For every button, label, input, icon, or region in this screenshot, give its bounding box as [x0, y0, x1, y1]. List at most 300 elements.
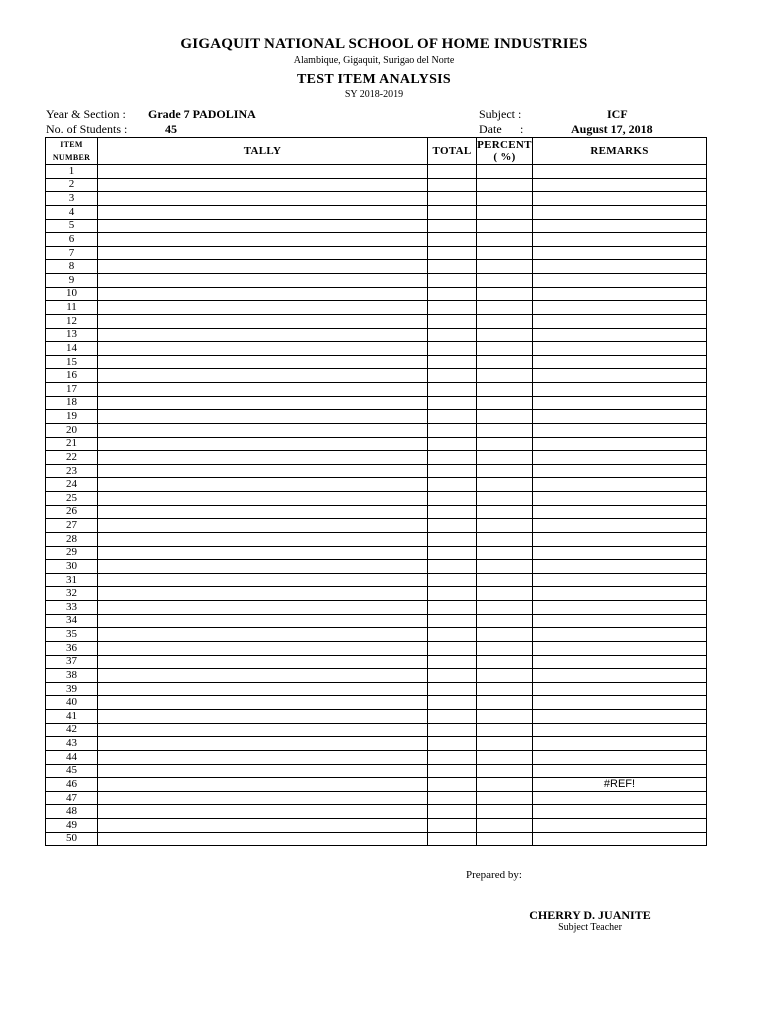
item-number-cell: 36 [46, 641, 98, 655]
tally-cell [98, 383, 428, 397]
tally-cell [98, 260, 428, 274]
teacher-name: CHERRY D. JUANITE [529, 908, 651, 922]
remarks-cell [533, 301, 707, 315]
tally-cell [98, 696, 428, 710]
table-row [46, 819, 707, 833]
total-cell [428, 560, 477, 574]
item-number-cell: 23 [46, 464, 98, 478]
item-number-cell: 47 [46, 791, 98, 805]
remarks-cell [533, 669, 707, 683]
remarks-cell [533, 410, 707, 424]
item-number-cell: 4 [46, 205, 98, 219]
item-number-cell: 19 [46, 410, 98, 424]
table-row [46, 192, 707, 206]
table-row [46, 451, 707, 465]
total-cell [428, 423, 477, 437]
total-cell [428, 328, 477, 342]
total-cell [428, 492, 477, 506]
remarks-cell [533, 165, 707, 179]
tally-cell [98, 233, 428, 247]
total-cell [428, 165, 477, 179]
item-number-cell: 29 [46, 546, 98, 560]
total-cell [428, 778, 477, 792]
percent-cell [477, 587, 533, 601]
remarks-cell [533, 710, 707, 724]
tally-cell [98, 464, 428, 478]
total-cell [428, 750, 477, 764]
percent-cell [477, 314, 533, 328]
percent-cell [477, 437, 533, 451]
tally-cell [98, 614, 428, 628]
table-row [46, 423, 707, 437]
item-number-cell: 35 [46, 628, 98, 642]
remarks-cell [533, 519, 707, 533]
tally-cell [98, 778, 428, 792]
remarks-header: REMARKS [533, 138, 707, 165]
table-row [46, 233, 707, 247]
tally-cell [98, 328, 428, 342]
date-label: Date [479, 122, 502, 136]
tally-cell [98, 641, 428, 655]
total-cell [428, 532, 477, 546]
percent-cell [477, 492, 533, 506]
table-row [46, 628, 707, 642]
teacher-title: Subject Teacher [558, 922, 622, 933]
remarks-cell [533, 451, 707, 465]
remarks-cell [533, 764, 707, 778]
percent-cell [477, 410, 533, 424]
total-cell [428, 301, 477, 315]
item-number-cell: 40 [46, 696, 98, 710]
percent-header [477, 138, 533, 165]
total-cell [428, 287, 477, 301]
item-number-cell: 3 [46, 192, 98, 206]
total-cell [428, 614, 477, 628]
percent-cell [477, 342, 533, 356]
item-number-cell: 43 [46, 737, 98, 751]
percent-cell [477, 560, 533, 574]
remarks-cell [533, 355, 707, 369]
remarks-cell [533, 219, 707, 233]
total-cell [428, 383, 477, 397]
total-cell [428, 205, 477, 219]
remarks-cell [533, 178, 707, 192]
item-number-cell: 22 [46, 451, 98, 465]
remarks-cell [533, 560, 707, 574]
item-number-cell: 32 [46, 587, 98, 601]
remarks-cell [533, 737, 707, 751]
tally-cell [98, 791, 428, 805]
tally-cell [98, 274, 428, 288]
table-row [46, 710, 707, 724]
percent-cell [477, 791, 533, 805]
total-cell [428, 805, 477, 819]
item-number-cell: 38 [46, 669, 98, 683]
tally-cell [98, 750, 428, 764]
tally-cell [98, 669, 428, 683]
percent-cell [477, 614, 533, 628]
tally-cell [98, 628, 428, 642]
percent-cell [477, 478, 533, 492]
table-row [46, 641, 707, 655]
total-cell [428, 819, 477, 833]
percent-cell [477, 301, 533, 315]
table-row [46, 560, 707, 574]
item-number-cell: 34 [46, 614, 98, 628]
remarks-cell [533, 573, 707, 587]
table-row [46, 287, 707, 301]
table-row [46, 342, 707, 356]
percent-cell [477, 246, 533, 260]
tally-cell [98, 423, 428, 437]
percent-cell [477, 546, 533, 560]
remarks-cell [533, 750, 707, 764]
total-header: TOTAL [428, 138, 477, 165]
remarks-cell [533, 532, 707, 546]
tally-cell [98, 601, 428, 615]
document-title: TEST ITEM ANALYSIS [296, 72, 452, 87]
item-number-cell: 7 [46, 246, 98, 260]
percent-cell [477, 219, 533, 233]
tally-cell [98, 314, 428, 328]
item-number-cell: 18 [46, 396, 98, 410]
percent-cell [477, 669, 533, 683]
tally-cell [98, 764, 428, 778]
item-number-cell: 16 [46, 369, 98, 383]
tally-cell [98, 805, 428, 819]
percent-cell [477, 696, 533, 710]
percent-cell [477, 205, 533, 219]
total-cell [428, 546, 477, 560]
tally-cell [98, 437, 428, 451]
remarks-cell [533, 396, 707, 410]
total-cell [428, 628, 477, 642]
total-cell [428, 669, 477, 683]
table-row [46, 437, 707, 451]
remarks-cell [533, 246, 707, 260]
item-analysis-table [45, 137, 707, 846]
item-number-cell: 27 [46, 519, 98, 533]
subject-value: ICF [607, 107, 628, 121]
table-row [46, 165, 707, 179]
table-row [46, 260, 707, 274]
item-number-cell: 26 [46, 505, 98, 519]
school-address: Alambique, Gigaquit, Surigao del Norte [293, 55, 455, 66]
table-row [46, 573, 707, 587]
tally-cell [98, 655, 428, 669]
table-row [46, 614, 707, 628]
percent-cell [477, 451, 533, 465]
table-row [46, 246, 707, 260]
table-row [46, 696, 707, 710]
tally-cell [98, 355, 428, 369]
percent-cell [477, 423, 533, 437]
percent-cell [477, 233, 533, 247]
total-cell [428, 233, 477, 247]
prepared-by-label: Prepared by: [466, 869, 522, 881]
remarks-cell [533, 423, 707, 437]
remarks-cell [533, 819, 707, 833]
table-row [46, 682, 707, 696]
percent-cell [477, 505, 533, 519]
subject-label: Subject : [479, 107, 522, 121]
table-row [46, 764, 707, 778]
total-cell [428, 696, 477, 710]
item-number-cell: 25 [46, 492, 98, 506]
tally-cell [98, 178, 428, 192]
percent-cell [477, 682, 533, 696]
remarks-cell [533, 641, 707, 655]
remarks-cell [533, 655, 707, 669]
remarks-cell [533, 205, 707, 219]
remarks-cell [533, 805, 707, 819]
tally-cell [98, 301, 428, 315]
total-cell [428, 601, 477, 615]
remarks-cell [533, 546, 707, 560]
total-cell [428, 355, 477, 369]
item-number-cell: 49 [46, 819, 98, 833]
total-cell [428, 682, 477, 696]
table-row [46, 369, 707, 383]
item-number-cell: 48 [46, 805, 98, 819]
table-row [46, 383, 707, 397]
tally-cell [98, 723, 428, 737]
tally-cell [98, 560, 428, 574]
percent-cell [477, 601, 533, 615]
tally-cell [98, 819, 428, 833]
remarks-cell [533, 791, 707, 805]
table-row [46, 478, 707, 492]
table-row [46, 601, 707, 615]
tally-cell [98, 737, 428, 751]
table-row [46, 778, 707, 792]
total-cell [428, 274, 477, 288]
remarks-cell [533, 328, 707, 342]
remarks-cell [533, 723, 707, 737]
percent-cell [477, 355, 533, 369]
table-header-row [46, 138, 707, 165]
remarks-cell [533, 314, 707, 328]
tally-cell [98, 832, 428, 846]
tally-cell [98, 573, 428, 587]
item-number-cell: 33 [46, 601, 98, 615]
item-number-cell: 9 [46, 274, 98, 288]
percent-cell [477, 519, 533, 533]
date-colon: : [520, 122, 524, 136]
tally-cell [98, 587, 428, 601]
table-row [46, 274, 707, 288]
table-row [46, 546, 707, 560]
percent-header-line1: PERCENT [477, 139, 532, 151]
item-number-cell: 44 [46, 750, 98, 764]
total-cell [428, 764, 477, 778]
total-cell [428, 178, 477, 192]
percent-cell [477, 805, 533, 819]
tally-cell [98, 205, 428, 219]
percent-cell [477, 819, 533, 833]
table-row [46, 519, 707, 533]
item-number-cell: 14 [46, 342, 98, 356]
tally-cell [98, 246, 428, 260]
percent-cell [477, 260, 533, 274]
total-cell [428, 478, 477, 492]
table-row [46, 219, 707, 233]
school-name: GIGAQUIT NATIONAL SCHOOL OF HOME INDUSTRIES [180, 36, 588, 52]
remarks-cell [533, 601, 707, 615]
table-row [46, 805, 707, 819]
item-number-cell: 1 [46, 165, 98, 179]
total-cell [428, 519, 477, 533]
item-number-cell: 50 [46, 832, 98, 846]
tally-cell [98, 532, 428, 546]
tally-cell [98, 287, 428, 301]
table-row [46, 532, 707, 546]
total-cell [428, 464, 477, 478]
remarks-cell [533, 505, 707, 519]
remarks-cell [533, 192, 707, 206]
percent-header-line2: ( %) [493, 151, 516, 163]
percent-cell [477, 464, 533, 478]
total-cell [428, 246, 477, 260]
percent-cell [477, 641, 533, 655]
percent-cell [477, 737, 533, 751]
percent-cell [477, 573, 533, 587]
table-row [46, 314, 707, 328]
remarks-cell [533, 682, 707, 696]
remarks-cell [533, 587, 707, 601]
item-number-cell: 21 [46, 437, 98, 451]
total-cell [428, 410, 477, 424]
tally-cell [98, 546, 428, 560]
table-row [46, 410, 707, 424]
total-cell [428, 396, 477, 410]
item-number-cell: 42 [46, 723, 98, 737]
remarks-cell [533, 233, 707, 247]
total-cell [428, 832, 477, 846]
item-number-cell: 11 [46, 301, 98, 315]
total-cell [428, 710, 477, 724]
remarks-cell [533, 437, 707, 451]
date-value: August 17, 2018 [571, 122, 653, 136]
total-cell [428, 791, 477, 805]
tally-cell [98, 682, 428, 696]
percent-cell [477, 628, 533, 642]
remarks-cell [533, 260, 707, 274]
students-label: No. of Students : [46, 122, 128, 136]
item-number-cell: 15 [46, 355, 98, 369]
total-cell [428, 641, 477, 655]
remarks-cell [533, 696, 707, 710]
table-row [46, 723, 707, 737]
remarks-cell [533, 832, 707, 846]
percent-cell [477, 710, 533, 724]
tally-header: TALLY [98, 138, 428, 165]
item-number-cell: 31 [46, 573, 98, 587]
item-number-cell: 46 [46, 778, 98, 792]
total-cell [428, 587, 477, 601]
item-number-cell: 8 [46, 260, 98, 274]
item-number-cell: 20 [46, 423, 98, 437]
item-header-line1: ITEM [60, 140, 83, 149]
percent-cell [477, 192, 533, 206]
item-number-cell: 12 [46, 314, 98, 328]
remarks-cell [533, 614, 707, 628]
total-cell [428, 342, 477, 356]
table-row [46, 737, 707, 751]
remarks-cell [533, 492, 707, 506]
percent-cell [477, 750, 533, 764]
table-body [46, 165, 707, 846]
tally-cell [98, 369, 428, 383]
table-row [46, 205, 707, 219]
percent-cell [477, 178, 533, 192]
remarks-cell [533, 369, 707, 383]
percent-cell [477, 396, 533, 410]
item-number-cell: 30 [46, 560, 98, 574]
table-row [46, 791, 707, 805]
percent-cell [477, 764, 533, 778]
tally-cell [98, 478, 428, 492]
table-row [46, 464, 707, 478]
item-number-cell: 17 [46, 383, 98, 397]
total-cell [428, 505, 477, 519]
total-cell [428, 573, 477, 587]
table-row [46, 355, 707, 369]
remarks-cell [533, 464, 707, 478]
percent-cell [477, 383, 533, 397]
table-row [46, 750, 707, 764]
remarks-cell: #REF! [533, 778, 707, 792]
item-number-cell: 37 [46, 655, 98, 669]
item-number-cell: 13 [46, 328, 98, 342]
tally-cell [98, 396, 428, 410]
item-number-cell: 5 [46, 219, 98, 233]
remarks-cell [533, 478, 707, 492]
table-row [46, 328, 707, 342]
percent-cell [477, 832, 533, 846]
tally-cell [98, 165, 428, 179]
tally-cell [98, 519, 428, 533]
table-row [46, 396, 707, 410]
tally-cell [98, 342, 428, 356]
total-cell [428, 314, 477, 328]
table-row [46, 587, 707, 601]
percent-cell [477, 287, 533, 301]
item-header-line2: NUMBER [52, 153, 91, 162]
remarks-cell [533, 287, 707, 301]
tally-cell [98, 451, 428, 465]
table-row [46, 492, 707, 506]
year-section-value: Grade 7 PADOLINA [148, 107, 256, 121]
table-row [46, 832, 707, 846]
percent-cell [477, 274, 533, 288]
percent-cell [477, 532, 533, 546]
item-number-cell: 24 [46, 478, 98, 492]
item-number-header [46, 138, 98, 165]
tally-cell [98, 505, 428, 519]
total-cell [428, 260, 477, 274]
table-row [46, 301, 707, 315]
table-row [46, 655, 707, 669]
percent-cell [477, 369, 533, 383]
total-cell [428, 369, 477, 383]
total-cell [428, 655, 477, 669]
percent-cell [477, 165, 533, 179]
percent-cell [477, 655, 533, 669]
item-number-cell: 41 [46, 710, 98, 724]
tally-cell [98, 219, 428, 233]
remarks-cell [533, 342, 707, 356]
